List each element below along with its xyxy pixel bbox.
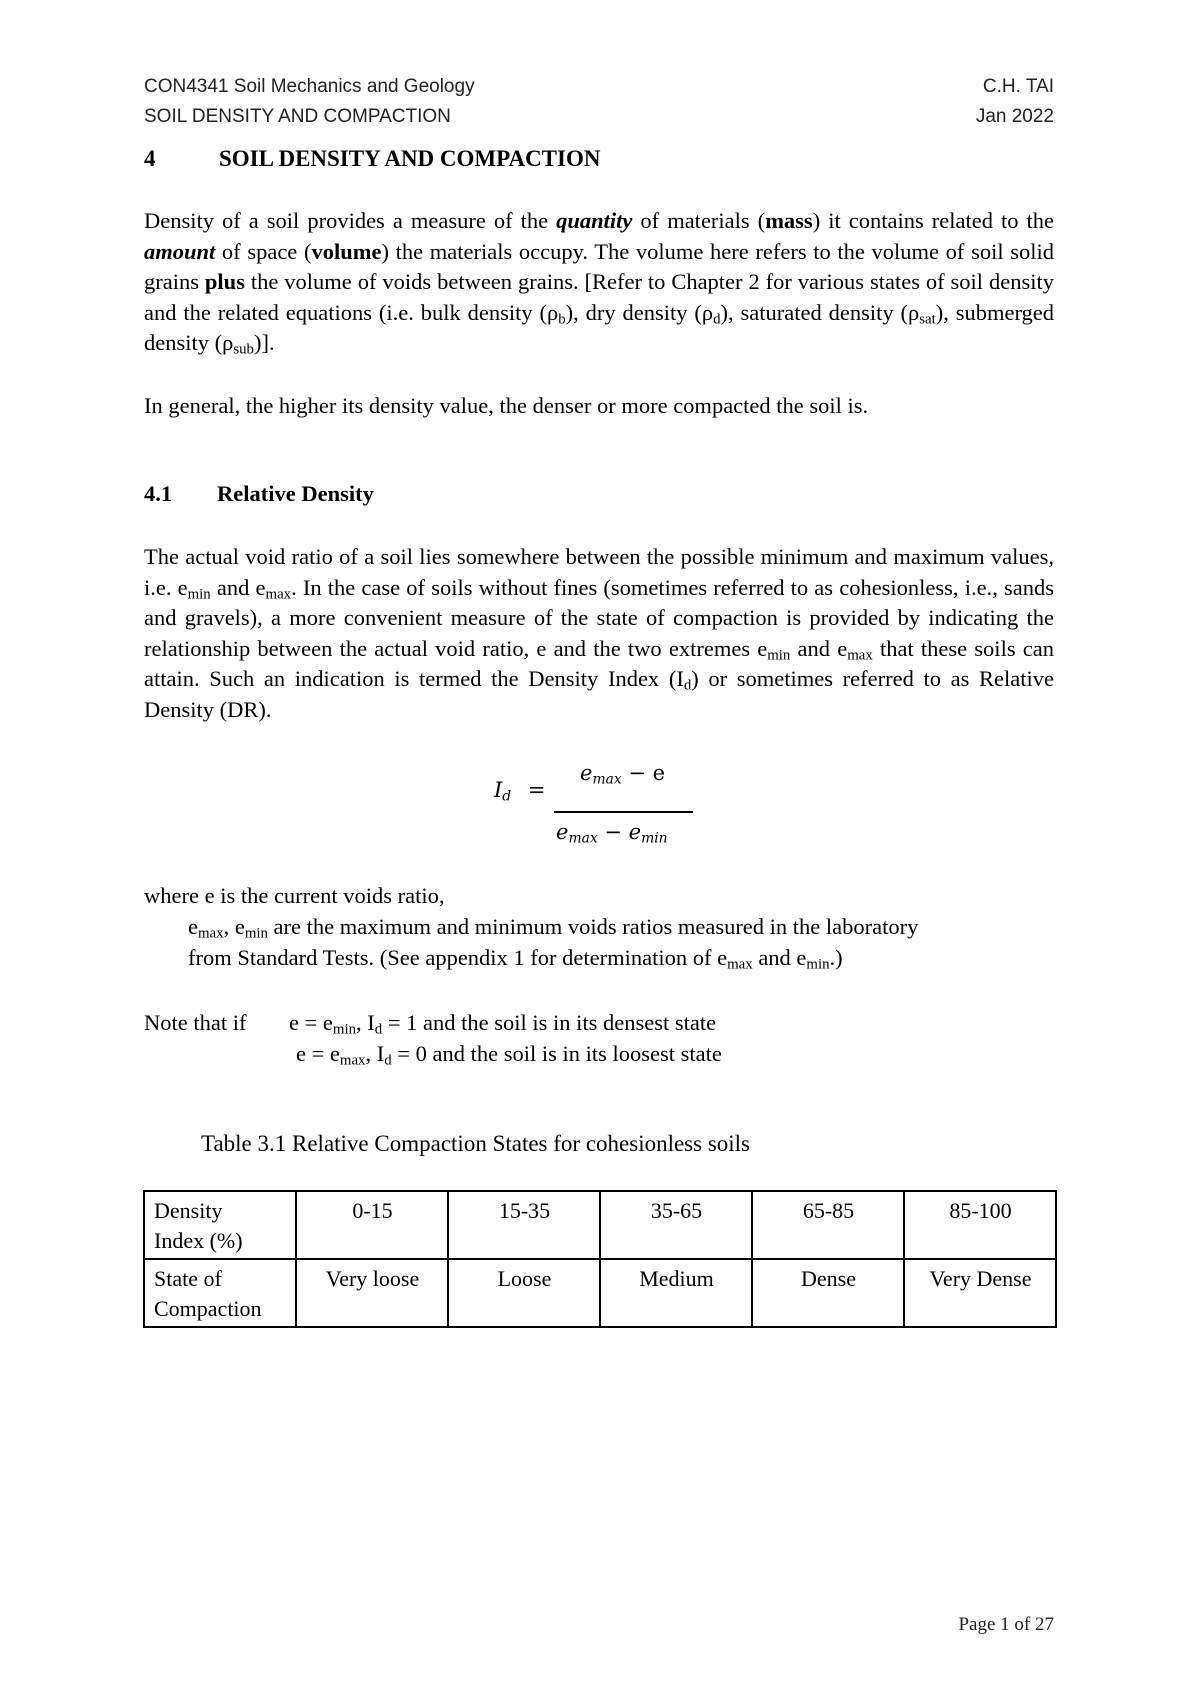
compaction-states-table: [143, 1190, 1057, 1328]
table-cell: Loose: [448, 1259, 600, 1327]
table-cell: Medium: [600, 1259, 752, 1327]
general-paragraph: In general, the higher its density value, the denser or more compacted the soil is.: [144, 393, 869, 418]
document-topic: SOIL DENSITY AND COMPACTION: [144, 106, 451, 127]
table-row: [144, 1191, 1056, 1259]
row-header-state: State of Compaction: [144, 1259, 296, 1327]
relative-density-paragraph: The actual void ratio of a soil lies somewhere between the possible minimum and maximum values, i.e. $e_{min}$ and $e_{max}$. In the case of soils without fines (sometimes referred to as cohesionless, i.e., sands and gravels), a more convenient measure of the state of compaction is provided by indicating the relationship between the actual void ratio, e and the two extremes $e_{min}$ and $e_{max}$ that these soils can attain. Such an indication is termed the Density Index $(I_d)$ or sometimes referred to as Relative Density (DR).: [144, 544, 1054, 722]
date: Jan 2022: [975, 106, 1054, 127]
subsection-heading: [144, 481, 374, 507]
table-cell: 65-85: [752, 1191, 904, 1259]
row-header-density-index: Density Index (%): [144, 1191, 296, 1259]
table-cell: 15-35: [448, 1191, 600, 1259]
formula-numerator: $e_{max} - e$: [580, 761, 666, 788]
formula-lhs: $I_d$: [494, 778, 512, 805]
table-row: [144, 1259, 1056, 1327]
section-number: 4: [144, 146, 156, 171]
table-cell: Very loose: [296, 1259, 448, 1327]
page-header-right: [976, 72, 1054, 132]
table-cell: 0-15: [296, 1191, 448, 1259]
note-conditions: Note that if $e = e_{min}$, $I_d = 1$ and the soil is in its densest state $e = e_{max}$, $I_d = 0$ and the soil is in its loosest state: [144, 1010, 722, 1069]
where-explanation: where e is the current voids ratio, $e_{max}$, $e_{min}$ are the maximum and minimum voids ratios measured in the laboratory from Standard Tests. (See appendix 1 for determination of $e_{max}$ and $e_{min}$.): [144, 883, 919, 973]
section-heading: [144, 146, 600, 172]
author: C.H. TAI: [982, 76, 1054, 97]
intro-paragraph: Density of a soil provides a measure of the quantity of materials (mass) it contains related to the amount of space (volume) the materials occupy. The volume here refers to the volume of soil solid grains plus the volume of voids between grains. [Refer to Chapter 2 for various states of soil density and the related equations (i.e. bulk density $(\rho_b)$, dry density $(\rho_d)$, saturated density $(\rho_{sat})$, submerged density $(\rho_{sub})$].: [144, 208, 1055, 358]
course-title: CON4341 Soil Mechanics and Geology: [144, 76, 475, 97]
table-cell: 35-65: [600, 1191, 752, 1259]
density-index-formula: $I_d$ =: [494, 778, 546, 805]
table-cell: Very Dense: [904, 1259, 1056, 1327]
subsection-title: Relative Density: [217, 481, 374, 506]
fraction-bar: [554, 811, 693, 813]
page-number: Page 1 of 27: [958, 1614, 1054, 1635]
table-cell: 85-100: [904, 1191, 1056, 1259]
table-caption: Table 3.1 Relative Compaction States for cohesionless soils: [201, 1131, 751, 1156]
table-cell: Dense: [752, 1259, 904, 1327]
page-header-left: [144, 72, 475, 132]
subsection-number: 4.1: [144, 481, 173, 506]
formula-denominator: $e_{max} - e_{min}$: [556, 820, 668, 847]
section-title: SOIL DENSITY AND COMPACTION: [219, 146, 601, 171]
